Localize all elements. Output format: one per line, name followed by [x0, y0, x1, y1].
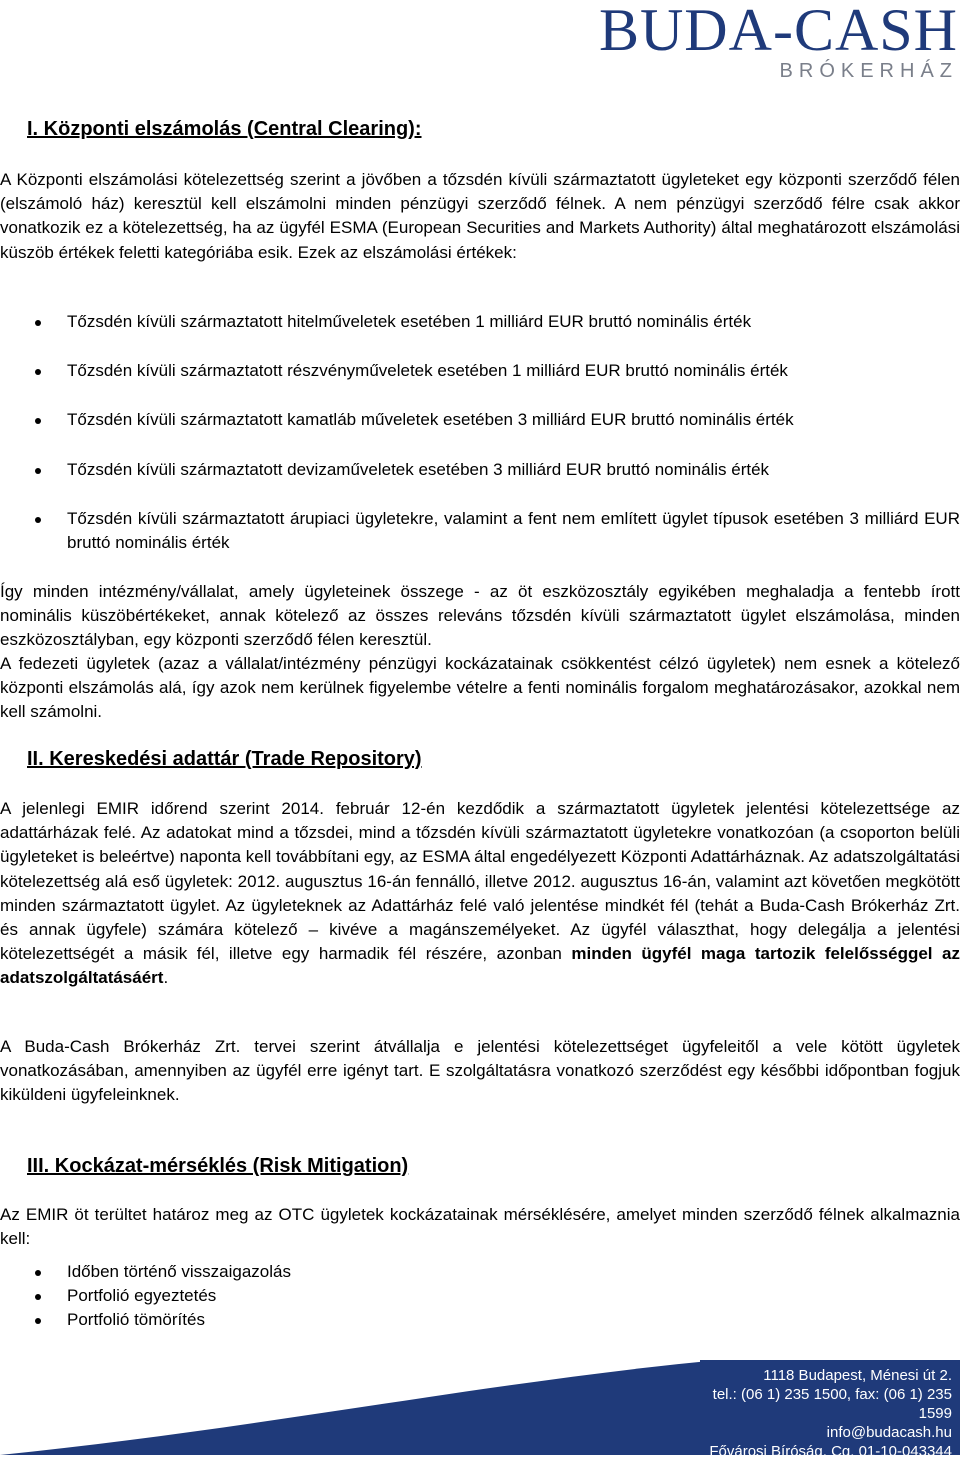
section1-paragraph-3: A fedezeti ügyletek (azaz a vállalat/intézmény pénzügyi kockázatainak csökkentést célzó ügyletek) nem esnek a kötelező központi elszámolás alá, így azok nem kerülnek figyelembe vételre a fenti nominális forgalom meghatározásakor, azokkal nem kell számolni. — [0, 654, 960, 722]
section1-bullet-list — [0, 310, 960, 580]
list-item: Portfolió egyeztetés — [0, 1284, 960, 1308]
bullet-icon — [35, 320, 41, 326]
section2-paragraph-2: A Buda-Cash Brókerház Zrt. tervei szerint átvállalja e jelentési kötelezettséget ügyfeleitől a vele kötött ügyletek vonatkozásában, amennyiben az ügyfél erre igényt tart. E szolgáltatásra vonatkozó szerződést egy későbbi időpontban fogjuk kiküldeni ügyfeleinknek. — [0, 1037, 960, 1105]
list-item: Tőzsdén kívüli származtatott árupiaci ügyletekre, valamint a fent nem említett ügylet típusok esetében 3 milliárd EUR bruttó nominális érték — [0, 507, 960, 555]
bullet-icon — [35, 1318, 41, 1324]
footer-email: info@budacash.hu — [826, 1424, 952, 1441]
bullet-icon — [35, 1294, 41, 1300]
section1-paragraph-2: Így minden intézmény/vállalat, amely ügyleteinek összege - az öt eszközosztály egyikében meghaladja a fentebb írott nominális küszöbértékeket, annak kötelező az összes releváns tőzsdén kívüli származtatott ügylet elszámolása, minden eszközosztályban, egy központi szerződő félen keresztül. — [0, 582, 960, 650]
footer-court: Fővárosi Bíróság, Cg. 01-10-043344 — [709, 1443, 952, 1460]
list-item: Időben történő visszaigazolás — [0, 1260, 960, 1284]
section3-paragraph-1: Az EMIR öt terültet határoz meg az OTC ügyletek kockázatainak mérséklésére, amelyet minden szerződő félnek alkalmaznia kell: — [0, 1205, 960, 1249]
bullet-icon — [35, 517, 41, 523]
section3-title: III. Kockázat-mérséklés (Risk Mitigation) — [27, 1155, 409, 1177]
footer-contact-box — [700, 1360, 960, 1460]
logo-brand-text: BUDA-CASH — [598, 0, 958, 63]
bullet-icon — [35, 418, 41, 424]
company-logo — [528, 0, 958, 83]
section1-title: I. Központi elszámolás (Central Clearing): — [27, 118, 422, 140]
section2-title: II. Kereskedési adattár (Trade Repository) — [27, 748, 422, 770]
list-item: Portfolió tömörítés — [0, 1308, 960, 1332]
bullet-icon — [35, 468, 41, 474]
section3-bullet-list — [0, 1260, 960, 1333]
footer-decoration — [0, 1360, 720, 1455]
list-item: Tőzsdén kívüli származtatott kamatláb műveletek esetében 3 milliárd EUR bruttó nominális érték — [0, 408, 960, 432]
bullet-icon — [35, 1270, 41, 1276]
list-item: Tőzsdén kívüli származtatott devizaműveletek esetében 3 milliárd EUR bruttó nominális érték — [0, 458, 960, 482]
bullet-icon — [35, 369, 41, 375]
logo-sub-text: BRÓKERHÁZ — [779, 60, 958, 82]
footer-phone: tel.: (06 1) 235 1500, fax: (06 1) 235 1599 — [712, 1386, 952, 1422]
section1-intro: A Központi elszámolási kötelezettség szerint a jövőben a tőzsdén kívüli származtatott ügyleteket egy központi szerződő félen (elszámoló ház) keresztül kell elszámolni minden pénzügyi szerződő félnek. A nem pénzügyi szerződő félre csak akkor vonatkozik ez a kötelezettség, ha az ügyfél ESMA (European Securities and Markets Authority) által meghatározott elszámolási küszöb értékek feletti kategóriába esik. Ezek az elszámolási értékek: — [0, 170, 960, 262]
bold-emphasis: minden ügyfél maga tartozik felelősséggel az adatszolgáltatásáért — [0, 944, 960, 988]
footer-address: 1118 Budapest, Ménesi út 2. — [763, 1367, 952, 1384]
section2-paragraph-1: A jelenlegi EMIR időrend szerint 2014. február 12-én kezdődik a származtatott ügyletek jelentési kötelezettsége az adattárházak felé. Az adatokat mind a tőzsdei, mind a tőzsdén kívüli származtatott ügyletekre vonatkozóan (a csoporton belüli ügyleteket is beleértve) naponta kell továbbítani egy, az ESMA által engedélyezett Központi Adattárháznak. Az adatszolgáltatási kötelezettség alá eső ügyletek: 2012. augusztus 16-án fennálló, illetve 2012. augusztus 16-án, valamint azt követően megkötött minden származtatott ügylet. Az ügyleteknek az Adattárház felé való jelentése mindkét fél (tehát a Buda-Cash Brókerház Zrt. és annak ügyfele) számára kötelező – kivéve a magánszemélyeket. Az ügyfél választhat, hogy delegálja a jelentési kötelezettségét a másik fél, illetve egy harmadik fél részére, azonban minden ügyfél maga tartozik felelősséggel az adatszolgáltatásáért. — [0, 799, 960, 988]
list-item: Tőzsdén kívüli származtatott részvényműveletek esetében 1 milliárd EUR bruttó nominális érték — [0, 359, 960, 383]
list-item: Tőzsdén kívüli származtatott hitelműveletek esetében 1 milliárd EUR bruttó nominális érték — [0, 310, 960, 334]
